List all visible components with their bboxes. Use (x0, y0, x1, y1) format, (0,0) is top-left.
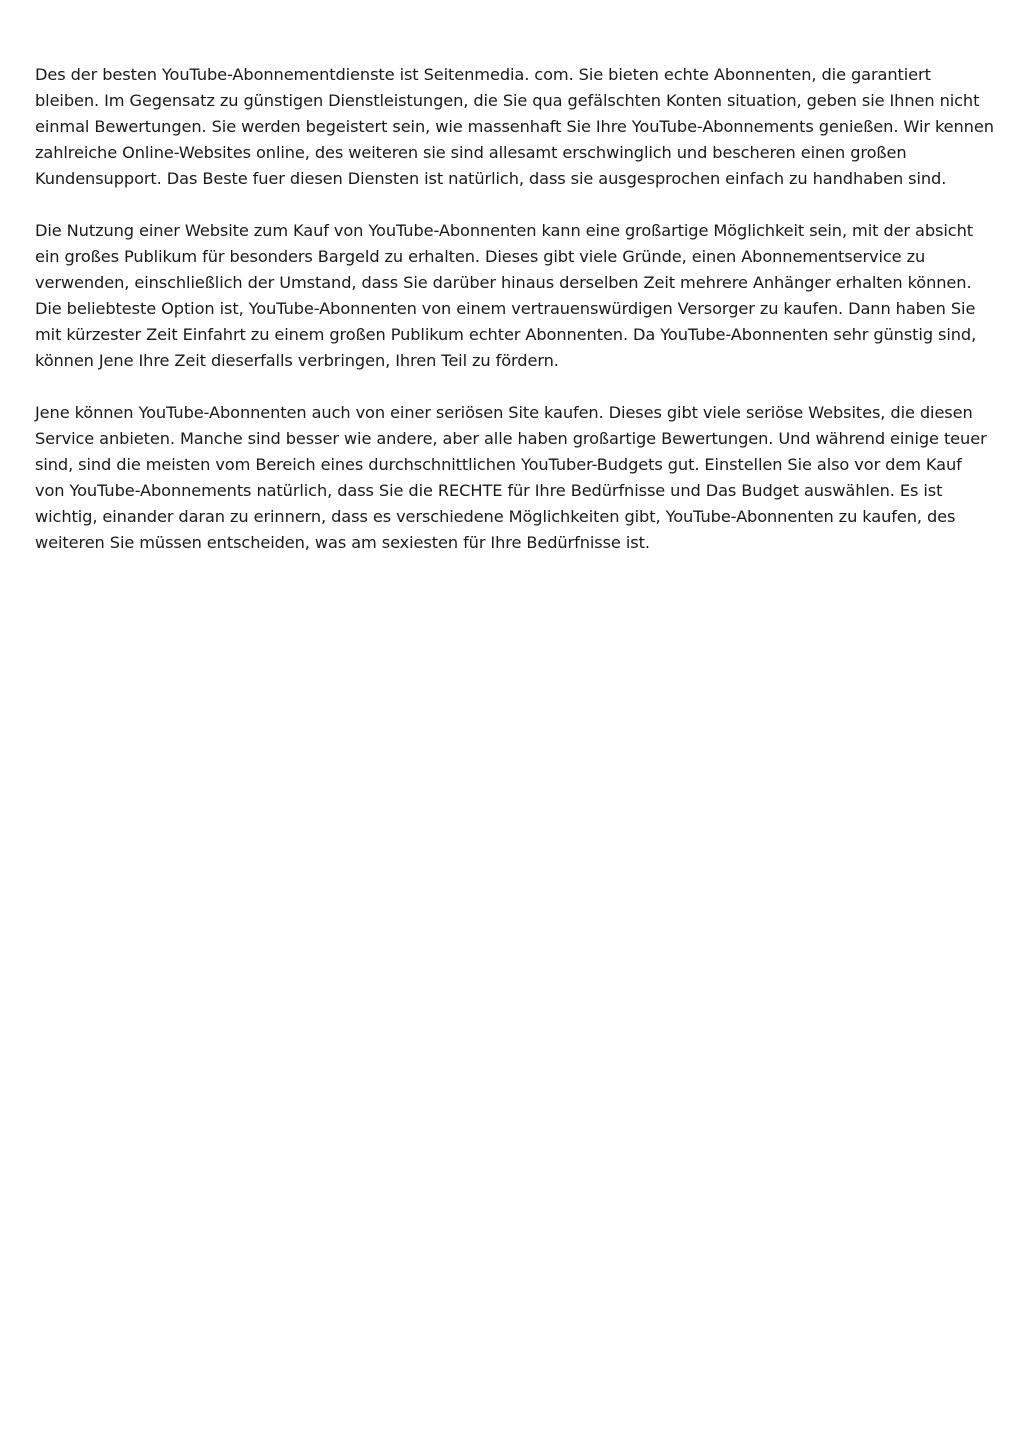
paragraph-2: Die Nutzung einer Website zum Kauf von YouTube-Abonnenten kann eine großartige Möglichkeit sein, mit der absicht ein großes Publikum für besonders Bargeld zu erhalten. Dieses gibt viele Gründe, einen Abonnementservice zu verwenden, einschließlich der Umstand, dass Sie darüber hinaus derselben Zeit mehrere Anhänger erhalten können. Die beliebteste Option ist, YouTube-Abonnenten von einem vertrauenswürdigen Versorger zu kaufen. Dann haben Sie mit kürzester Zeit Einfahrt zu einem großen Publikum echter Abonnenten. Da YouTube-Abonnenten sehr günstig sind, können Jene Ihre Zeit dieserfalls verbringen, Ihren Teil zu fördern. (35, 221, 977, 370)
paragraph-1: Des der besten YouTube-Abonnementdienste ist Seitenmedia. com. Sie bieten echte Abonnenten, die garantiert bleiben. Im Gegensatz zu günstigen Dienstleistungen, die Sie qua gefälschten Konten situation, geben sie Ihnen nicht einmal Bewertungen. Sie werden begeistert sein, wie massenhaft Sie Ihre YouTube-Abonnements genießen. Wir kennen zahlreiche Online-Websites online, des weiteren sie sind allesamt erschwinglich und bescheren einen großen Kundensupport. Das Beste fuer diesen Diensten ist natürlich, dass sie ausgesprochen einfach zu handhaben sind. (35, 65, 994, 188)
document-body (35, 62, 995, 582)
paragraph-3: Jene können YouTube-Abonnenten auch von einer seriösen Site kaufen. Dieses gibt viele seriöse Websites, die diesen Service anbieten. Manche sind besser wie andere, aber alle haben großartige Bewertungen. Und während einige teuer sind, sind die meisten vom Bereich eines durchschnittlichen YouTuber-Budgets gut. Einstellen Sie also vor dem Kauf von YouTube-Abonnements natürlich, dass Sie die RECHTE für Ihre Bedürfnisse und Das Budget auswählen. Es ist wichtig, einander daran zu erinnern, dass es verschiedene Möglichkeiten gibt, YouTube-Abonnenten zu kaufen, des weiteren Sie müssen entscheiden, was am sexiesten für Ihre Bedürfnisse ist. (35, 403, 987, 552)
